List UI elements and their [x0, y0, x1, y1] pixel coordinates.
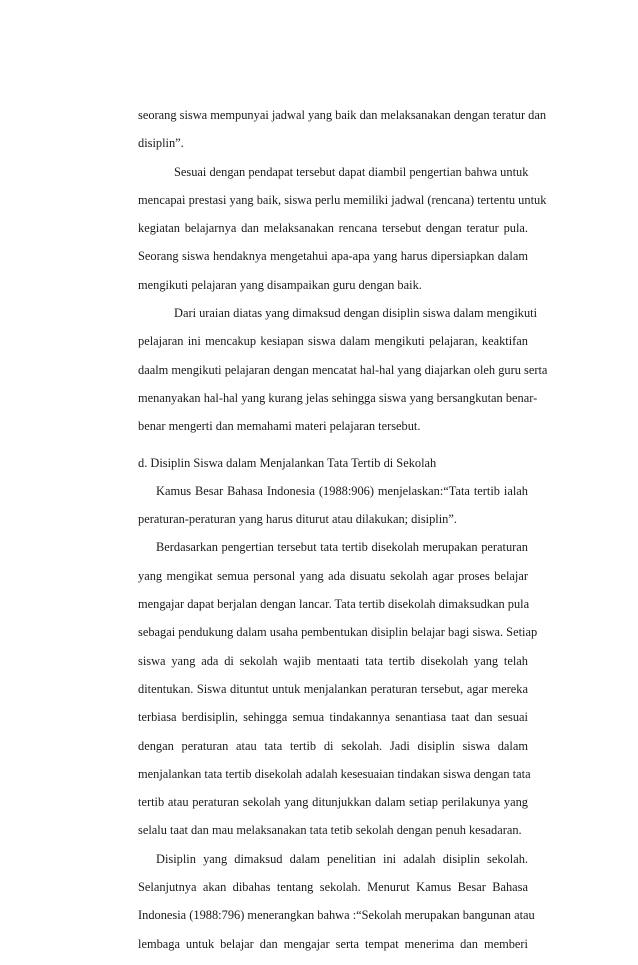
text-line: lembaga untuk belajar dan mengajar serta tempat menerima dan memberi [138, 936, 528, 951]
paragraph-sesuai [138, 164, 547, 306]
text-line: kegiatan belajarnya dan melaksanakan rencana tersebut dengan teratur pula. [138, 221, 528, 236]
text-line: daalm mengikuti pelajaran dengan mencatat hal-hal yang diajarkan oleh guru serta [138, 362, 548, 377]
text-line: mengajar dapat berjalan dengan lancar. Tata tertib disekolah dimaksudkan pula [138, 597, 530, 612]
text-line: sebagai pendukung dalam usaha pembentukan disiplin belajar bagi siswa. Setiap [138, 625, 538, 640]
text-line: menjalankan tata tertib disekolah adalah kesesuaian tindakan siswa dengan tata [138, 766, 531, 781]
text-line: benar mengerti dan memahami materi pelajaran tersebut. [138, 419, 421, 434]
text-line: mengikuti pelajaran yang disampaikan guru dengan baik. [138, 277, 422, 292]
text-line: Selanjutnya akan dibahas tentang sekolah. Menurut Kamus Besar Bahasa [138, 880, 528, 895]
paragraph-kamus-besar [138, 484, 528, 541]
text-line: Dari uraian diatas yang dimaksud dengan disiplin siswa dalam mengikuti [174, 306, 538, 321]
text-line: tertib atau peraturan sekolah yang ditunjukkan dalam setiap perilakunya yang [138, 795, 528, 810]
text-line: yang mengikat semua personal yang ada disuatu sekolah agar proses belajar [138, 568, 528, 583]
text-line: siswa yang ada di sekolah wajib mentaati tata tertib disekolah yang telah [138, 653, 528, 668]
paragraph-disiplin-yang-dimaksud [138, 851, 535, 965]
text-line: dengan peraturan atau tata tertib di sekolah. Jadi disiplin siswa dalam [138, 738, 528, 753]
section-gap [138, 448, 528, 456]
text-line: seorang siswa mempunyai jadwal yang baik dan melaksanakan dengan teratur dan [138, 108, 547, 122]
text-line: Disiplin yang dimaksud dalam penelitian ini adalah disiplin sekolah. [156, 851, 528, 866]
text-line: menanyakan hal-hal yang kurang jelas sehingga siswa yang bersangkutan benar- [138, 390, 538, 405]
text-line: peraturan-peraturan yang harus diturut atau dilakukan; disiplin”. [138, 512, 457, 527]
text-line: terbiasa berdisiplin, sehingga semua tindakannya senantiasa taat dan sesuai [138, 710, 528, 725]
document-body [138, 108, 548, 965]
text-line: Kamus Besar Bahasa Indonesia (1988:906) menjelaskan:“Tata tertib ialah [156, 483, 528, 498]
paragraph-dari-uraian [138, 306, 548, 447]
text-line: selalu taat dan mau melaksanakan tata tetib sekolah dengan penuh kesadaran. [138, 823, 522, 838]
text-line: Berdasarkan pengertian tersebut tata tertib disekolah merupakan peraturan [156, 540, 528, 555]
paragraph-berdasarkan [138, 540, 538, 851]
continuation-paragraph [138, 108, 547, 165]
text-line: disiplin”. [138, 136, 184, 151]
text-line: Indonesia (1988:796) menerangkan bahwa :“Sekolah merupakan bangunan atau [138, 908, 535, 923]
section-heading: d. Disiplin Siswa dalam Menjalankan Tata Tertib di Sekolah [138, 455, 437, 470]
text-line: mencapai prestasi yang baik, siswa perlu memiliki jadwal (rencana) tertentu untuk [138, 192, 547, 207]
text-line: pelajaran ini mencakup kesiapan siswa dalam mengikuti pelajaran, keaktifan [138, 334, 528, 349]
text-line: Sesuai dengan pendapat tersebut dapat diambil pengertian bahwa untuk [174, 164, 529, 179]
text-line: ditentukan. Siswa dituntut untuk menjalankan peraturan tersebut, agar mereka [138, 681, 528, 696]
text-line: Seorang siswa hendaknya mengetahui apa-apa yang harus dipersiapkan dalam [138, 249, 528, 264]
